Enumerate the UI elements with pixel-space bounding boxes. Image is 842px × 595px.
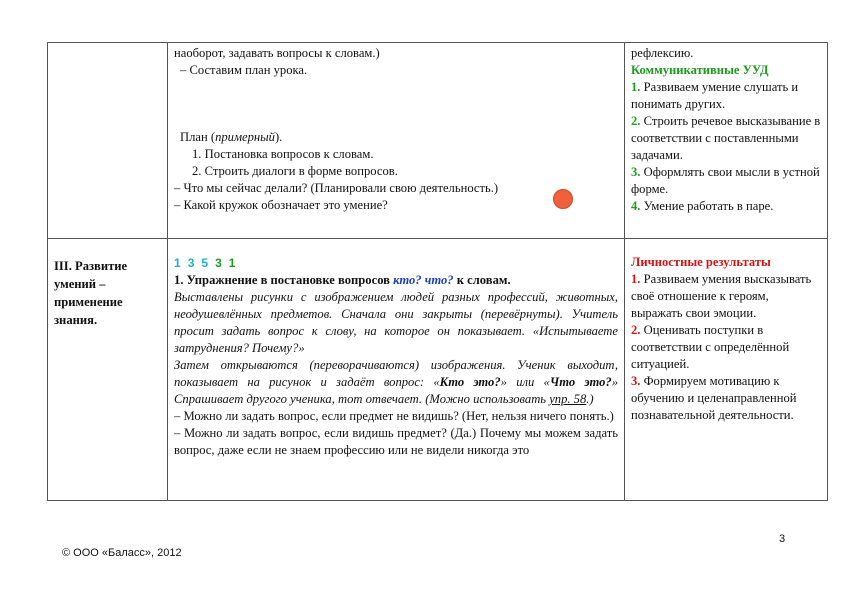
result-item: 1. Развиваем умения высказывать своё отношение к героям, выражать свои эмоции.	[631, 272, 812, 320]
orange-circle-marker	[553, 189, 573, 209]
uud-item: 4. Умение работать в паре.	[631, 199, 774, 213]
question-line: – Что мы сейчас делали? (Планировали свою деятельность.)	[174, 181, 499, 195]
activity-cell	[168, 43, 625, 239]
paragraph: – Можно ли задать вопрос, если видишь предмет? (Да.) Почему мы можем задать вопрос, даже если не знаем профессию или не видели никогда это	[174, 426, 618, 457]
results-heading: Личностные результаты	[631, 255, 771, 269]
plan-heading: План (примерный).	[180, 130, 283, 144]
uud-item: 3. Оформлять свои мысли в устной форме.	[631, 165, 820, 196]
uud-cell	[625, 43, 828, 239]
stage-title: III. Развитие умений – применение знания.	[54, 259, 128, 327]
results-cell	[625, 239, 828, 501]
plan-item: 1. Постановка вопросов к словам.	[192, 147, 374, 161]
footer-copyright: © ООО «Баласс», 2012	[62, 547, 182, 559]
circle-numbers: 1 3 5 3 1	[174, 256, 236, 270]
page-number: 3	[779, 533, 786, 545]
lesson-table	[47, 42, 828, 501]
uud-item: 2. Строить речевое высказывание в соответствии с поставленными задачами.	[631, 114, 821, 162]
text-line: – Составим план урока.	[180, 63, 308, 77]
table-row	[48, 239, 828, 501]
text-line: наоборот, задавать вопросы к словам.)	[174, 46, 380, 60]
paragraph: Выставлены рисунки с изображением людей разных профессий, животных, неодушевлённых предметов. Сначала они закрыты (перевёрнуты). Учитель просит задать вопрос к слову, на которое он показывает. «Испытываете затруднения? Почему?»	[174, 290, 618, 355]
question-line: – Какой кружок обозначает это умение?	[174, 198, 388, 212]
text-line: рефлексию.	[631, 46, 694, 60]
uud-item: 1. Развиваем умение слушать и понимать других.	[631, 80, 799, 111]
table-row	[48, 43, 828, 239]
stage-cell-empty	[48, 43, 168, 239]
paragraph: – Можно ли задать вопрос, если предмет не видишь? (Нет, нельзя ничего понять.)	[174, 409, 614, 423]
stage-cell	[48, 239, 168, 501]
uud-heading: Коммуникативные УУД	[631, 63, 769, 77]
result-item: 3. Формируем мотивацию к обучению и целенаправленной познавательной деятельности.	[631, 374, 797, 422]
result-item: 2. Оценивать поступки в соответствии с определённой ситуацией.	[631, 323, 790, 371]
plan-item: 2. Строить диалоги в форме вопросов.	[192, 164, 398, 178]
exercise-title: 1. Упражнение в постановке вопросов кто? что? к словам.	[174, 273, 511, 287]
exercise-link[interactable]: упр. 58	[549, 392, 587, 406]
activity-cell	[168, 239, 625, 501]
paragraph: Затем открываются (переворачиваются) изображения. Ученик выходит, показывает на рисунок и задаёт вопрос: «Кто это?» или «Что это?» Спрашивает другого ученика, тот отвечает. (Можно использовать упр. 58.)	[174, 358, 618, 406]
